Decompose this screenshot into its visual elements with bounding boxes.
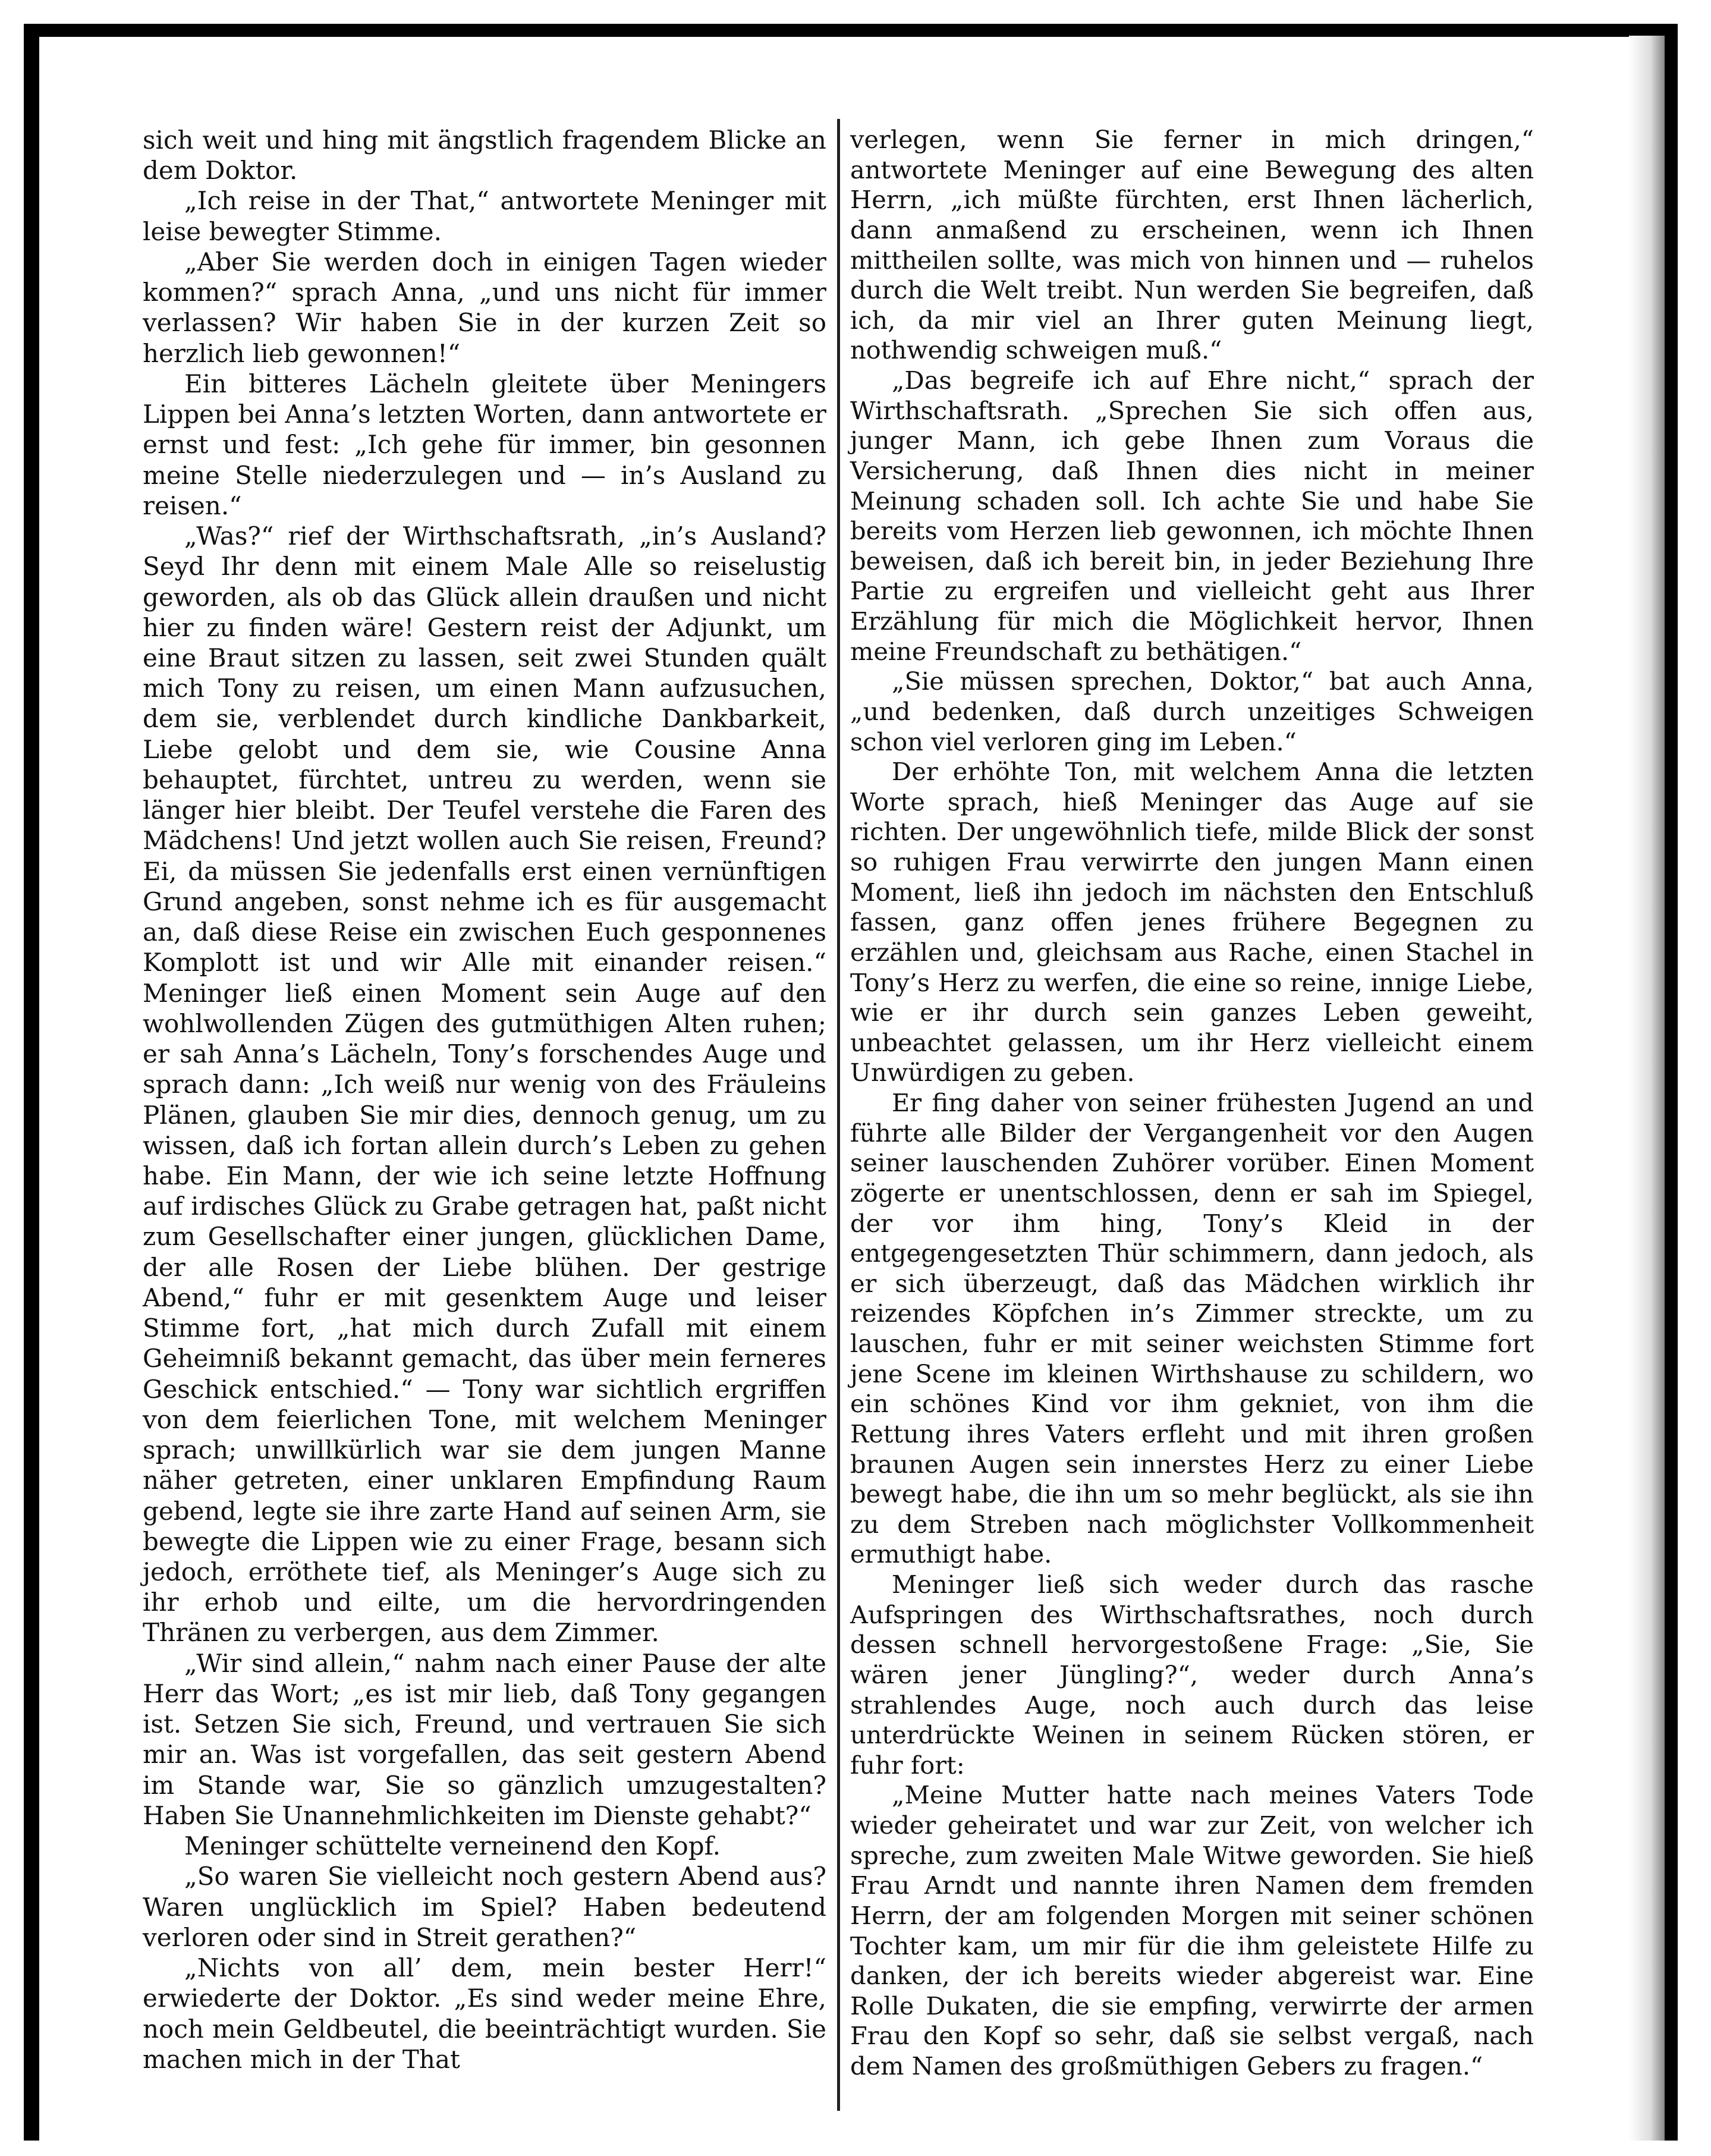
left-text-column (143, 125, 826, 2075)
page-edge-shadow (1629, 36, 1665, 2141)
paragraph: Ein bitteres Lächeln gleitete über Meningers Lippen bei Anna’s letzten Worten, dann antwortete er ernst und fest: „Ich gehe für immer, bin gesonnen meine Stelle niederzulegen und — in’s Ausland zu reisen.“ (143, 369, 826, 520)
paragraph: „Meine Mutter hatte nach meines Vaters Tode wieder geheiratet und war zur Zeit, von welcher ich spreche, zum zweiten Male Witwe geworden. Sie hieß Frau Arndt und nannte ihren Namen dem fremden Herrn, der am folgenden Morgen mit seiner schönen Tochter kam, um mir für die ihm geleistete Hilfe zu danken, der ich bereits wieder abgereist war. Eine Rolle Dukaten, die sie empfing, verwirrte der armen Frau den Kopf so sehr, daß sie selbst vergaß, nach dem Namen des großmüthigen Gebers zu fragen.“ (850, 1780, 1534, 2080)
paragraph: „Das begreife ich auf Ehre nicht,“ sprach der Wirthschaftsrath. „Sprechen Sie sich offen aus, junger Mann, ich gebe Ihnen zum Voraus die Versicherung, daß Ihnen dies nicht in meiner Meinung schaden soll. Ich achte Sie und habe Sie bereits vom Herzen lieb gewonnen, ich möchte Ihnen beweisen, daß ich bereit bin, in jeder Beziehung Ihre Partie zu ergreifen und vielleicht geht aus Ihrer Erzählung für mich die Möglichkeit hervor, Ihnen meine Freundschaft zu bethätigen.“ (850, 366, 1534, 666)
scan-border-top (24, 24, 1677, 37)
right-text-column (850, 125, 1534, 2082)
paragraph: „So waren Sie vielleicht noch gestern Abend aus? Waren unglücklich im Spiel? Haben bedeutend verloren oder sind in Streit gerathen?“ (143, 1862, 826, 1952)
paragraph: „Aber Sie werden doch in einigen Tagen wieder kommen?“ sprach Anna, „und uns nicht für immer verlassen? Wir haben Sie in der kurzen Zeit so herzlich lieb gewonnen!“ (143, 247, 826, 368)
paragraph: verlegen, wenn Sie ferner in mich dringen,“ antwortete Meninger auf eine Bewegung des alten Herrn, „ich müßte fürchten, erst Ihnen lächerlich, dann anmaßend zu erscheinen, wenn ich Ihnen mittheilen sollte, was mich von hinnen und — ruhelos durch die Welt treibt. Nun werden Sie begreifen, daß ich, da mir viel an Ihrer guten Meinung liegt, nothwendig schweigen muß.“ (850, 125, 1534, 365)
paragraph: sich weit und hing mit ängstlich fragendem Blicke an dem Doktor. (143, 125, 826, 186)
paragraph: Meninger schüttelte verneinend den Kopf. (184, 1831, 721, 1861)
paragraph: Meninger ließ sich weder durch das rasche Aufspringen des Wirthschaftsrathes, noch durch dessen schnell hervorgestoßene Frage: „Sie, Sie wären jener Jüngling?“, weder durch Anna’s strahlendes Auge, noch auch durch das leise unterdrückte Weinen in seinem Rücken stören, er fuhr fort: (850, 1570, 1534, 1780)
paragraph: „Nichts von all’ dem, mein bester Herr!“ erwiederte der Doktor. „Es sind weder meine Ehre, noch mein Geldbeutel, die beeinträchtigt wurden. Sie machen mich in der That (143, 1953, 826, 2074)
paragraph: Er fing daher von seiner frühesten Jugend an und führte alle Bilder der Vergangenheit vor den Augen seiner lauschenden Zuhörer vorüber. Einen Moment zögerte er unentschlossen, denn er sah im Spiegel, der vor ihm hing, Tony’s Kleid in der entgegengesetzten Thür schimmern, dann jedoch, als er sich überzeugt, daß das Mädchen wirklich ihr reizendes Köpfchen in’s Zimmer streckte, um zu lauschen, fuhr er mit seiner weichsten Stimme fort jene Scene im kleinen Wirthshause zu schildern, wo ein schönes Kind vor ihm gekniet, von ihm die Rettung ihres Vaters erfleht und mit ihren großen braunen Augen sein innerstes Herz zu einer Liebe bewegt habe, die ihn um so mehr beglückt, als sie ihn zu dem Streben nach möglichster Vollkommenheit ermuthigt habe. (850, 1088, 1534, 1569)
scan-border-right (1665, 24, 1678, 2141)
paragraph: Der erhöhte Ton, mit welchem Anna die letzten Worte sprach, hieß Meninger das Auge auf sie richten. Der ungewöhnlich tiefe, milde Blick der sonst so ruhigen Frau verwirrte den jungen Mann einen Moment, ließ ihn jedoch im nächsten den Entschluß fassen, ganz offen jenes frühere Begegnen zu erzählen und, gleichsam aus Rache, einen Stachel in Tony’s Herz zu werfen, die eine so reine, innige Liebe, wie er ihr durch sein ganzes Leben geweiht, unbeachtet gelassen, um ihr Herz vielleicht einem Unwürdigen zu geben. (850, 757, 1534, 1088)
paragraph: „Was?“ rief der Wirthschaftsrath, „in’s Ausland? Seyd Ihr denn mit einem Male Alle so reiselustig geworden, als ob das Glück allein draußen und nicht hier zu finden wäre! Gestern reist der Adjunkt, um eine Braut sitzen zu lassen, seit zwei Stunden quält mich Tony zu reisen, um einen Mann aufzusuchen, dem sie, verblendet durch kindliche Dankbarkeit, Liebe gelobt und dem sie, wie Cousine Anna behauptet, fürchtet, untreu zu werden, wenn sie länger hier bleibt. Der Teufel verstehe die Faren des Mädchens! Und jetzt wollen auch Sie reisen, Freund? Ei, da müssen Sie jedenfalls erst einen vernünftigen Grund angeben, sonst nehme ich es für ausgemacht an, daß diese Reise ein zwischen Euch gesponnenes Komplott ist und wir Alle mit einander reisen.“ Meninger ließ einen Moment sein Auge auf den wohlwollenden Zügen des gutmüthigen Alten ruhen; er sah Anna’s Lächeln, Tony’s forschendes Auge und sprach dann: „Ich weiß nur wenig von des Fräuleins Plänen, glauben Sie mir dies, dennoch genug, um zu wissen, daß ich fortan allein durch’s Leben zu gehen habe. Ein Mann, der wie ich seine letzte Hoffnung auf irdisches Glück zu Grabe getragen hat, paßt nicht zum Gesellschafter einer jungen, glücklichen Dame, der alle Rosen der Liebe blühen. Der gestrige Abend,“ fuhr er mit gesenktem Auge und leiser Stimme fort, „hat mich durch Zufall mit einem Geheimniß bekannt gemacht, das über mein ferneres Geschick entschied.“ — Tony war sichtlich ergriffen von dem feierlichen Tone, mit welchem Meninger sprach; unwillkürlich war sie dem jungen Manne näher getreten, einer unklaren Empfindung Raum gebend, legte sie ihre zarte Hand auf seinen Arm, sie bewegte die Lippen wie zu einer Frage, besann sich jedoch, erröthete tief, als Meninger’s Auge sich zu ihr erhob und eilte, um die hervordringenden Thränen zu verbergen, aus dem Zimmer. (143, 521, 826, 1648)
paragraph: „Sie müssen sprechen, Doktor,“ bat auch Anna, „und bedenken, daß durch unzeitiges Schweigen schon viel verloren ging im Leben.“ (850, 667, 1534, 756)
paragraph: „Ich reise in der That,“ antwortete Meninger mit leise bewegter Stimme. (143, 186, 826, 246)
scan-border-left (24, 24, 39, 2141)
paragraph: „Wir sind allein,“ nahm nach einer Pause der alte Herr das Wort; „es ist mir lieb, daß Tony gegangen ist. Setzen Sie sich, Freund, und vertrauen Sie sich mir an. Was ist vorgefallen, das seit gestern Abend im Stande war, Sie so gänzlich umzugestalten? Haben Sie Unannehmlichkeiten im Dienste gehabt?“ (143, 1648, 826, 1830)
column-divider (837, 119, 840, 2111)
